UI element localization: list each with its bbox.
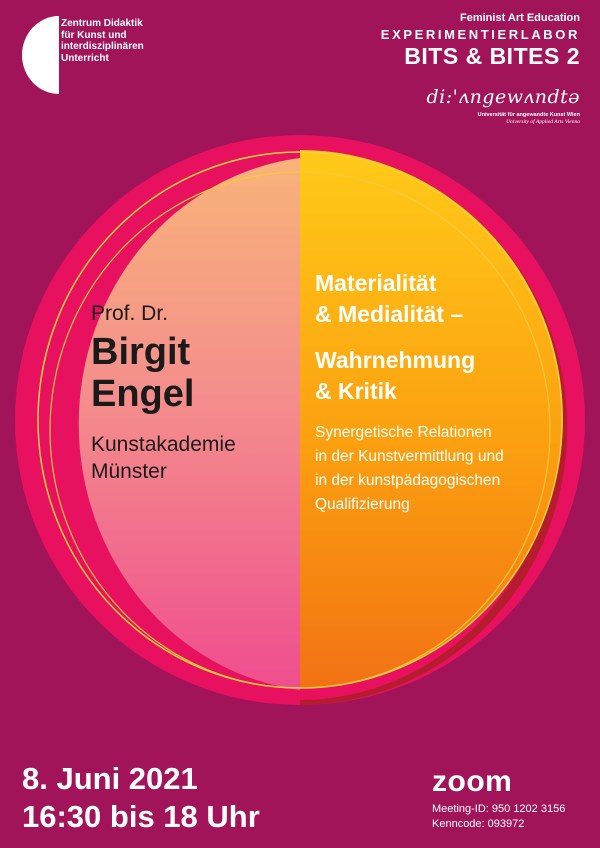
meeting-id[interactable]: Meeting-ID: 950 1202 3156	[432, 803, 566, 815]
event-title: BITS & BITES 2	[404, 43, 580, 69]
zoom-block	[432, 766, 565, 832]
subtitle-line: in der Kunstvermittlung und	[315, 448, 504, 465]
subtitle-line: Synergetische Relationen	[315, 424, 492, 441]
event-date: 8. Juni 2021	[22, 761, 198, 796]
angewandte-logo: di:'ʌngewʌndtə	[426, 86, 580, 108]
speaker-last-name: Engel	[91, 373, 195, 415]
meeting-passcode[interactable]: Kenncode: 093972	[432, 818, 525, 830]
speaker-first-name: Birgit	[91, 331, 191, 373]
talk-title-line: Materialität	[315, 270, 437, 296]
half-circle-icon	[22, 16, 59, 94]
talk-title-line: & Medialität –	[315, 301, 464, 327]
institution-line: Kunstakademie	[91, 433, 236, 456]
talk-title-part2	[315, 345, 575, 407]
talk-subtitle	[315, 421, 575, 517]
talk-title-part1	[315, 268, 575, 330]
talk-title-line: & Kritik	[315, 378, 397, 404]
zentrum-line: Unterricht	[61, 52, 109, 64]
institution-line: Münster	[91, 460, 167, 483]
subtitle-line: in der kunstpädagogischen	[315, 472, 501, 489]
series-title: Feminist Art Education	[460, 12, 580, 24]
lab-title: EXPERIMENTIERLABOR	[380, 27, 580, 42]
university-name-de: Universität für angewandte Kunst Wien	[477, 112, 580, 118]
zentrum-line: interdisziplinären	[61, 41, 144, 52]
zentrum-line: Zentrum Didaktik	[61, 18, 143, 29]
zentrum-logo	[22, 16, 181, 94]
talk-block	[315, 268, 575, 517]
speaker-block	[91, 302, 236, 485]
event-time: 16:30 bis 18 Uhr	[22, 799, 260, 834]
zentrum-line: für Kunst und	[61, 29, 127, 41]
schedule-block	[22, 760, 260, 836]
university-name-en: University of Applied Arts Vienna	[506, 119, 580, 125]
subtitle-line: Qualifizierung	[315, 496, 410, 513]
header-block	[381, 12, 580, 125]
zentrum-name	[61, 18, 181, 64]
speaker-institution	[91, 431, 236, 485]
speaker-title: Prof. Dr.	[91, 302, 169, 325]
talk-title-line: Wahrnehmung	[315, 347, 476, 373]
zoom-logo: zoom	[432, 765, 513, 798]
